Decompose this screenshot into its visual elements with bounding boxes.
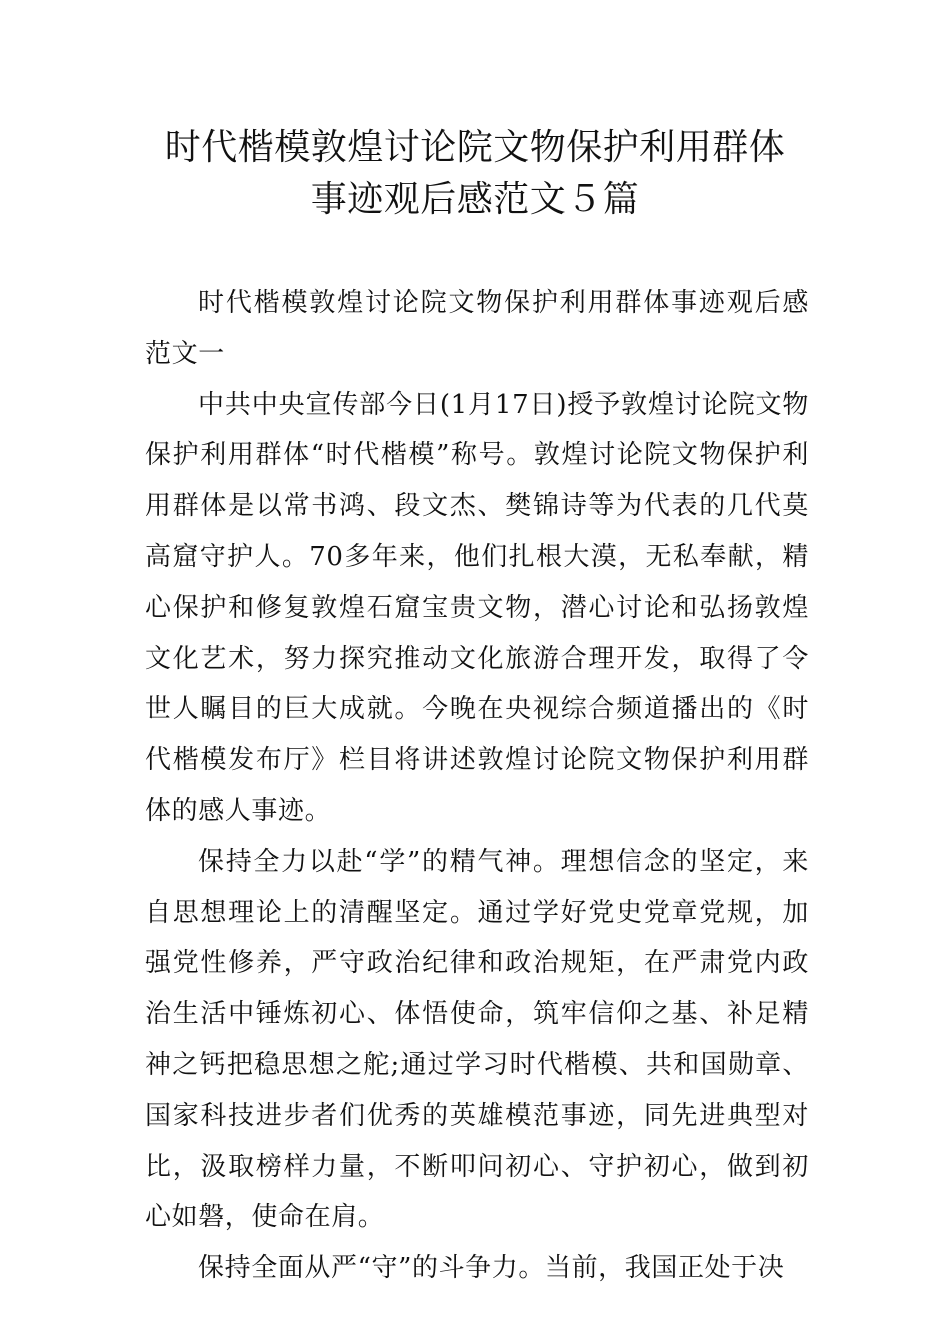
paragraph-intro: 中共中央宣传部今日(1月17日)授予敦煌讨论院文物保护利用群体“时代楷模”称号。敦煌讨论院文物保护利用群体是以常书鸿、段文杰、樊锦诗等为代表的几代莫高窟守护人。70多年来，他们扎根大漠，无私奉献，精心保护和修复敦煌石窟宝贵文物，潜心讨论和弘扬敦煌文化艺术，努力探究推动文化旅游合理开发，取得了令世人瞩目的巨大成就。今晚在央视综合频道播出的《时代楷模发布厅》栏目将讲述敦煌讨论院文物保护利用群体的感人事迹。 xyxy=(145,389,809,826)
document-title xyxy=(100,122,850,226)
title-line-1: 时代楷模敦煌讨论院文物保护利用群体 xyxy=(164,127,786,168)
title-line-2: 事迹观后感范文５篇 xyxy=(310,179,640,220)
paragraph-study: 保持全力以赴“学”的精气神。理想信念的坚定，来自思想理论上的清醒坚定。通过学好党史党章党规，加强党性修养，严守政治纪律和政治规矩，在严肃党内政治生活中锤炼初心、体悟使命，筑牢信仰之基、补足精神之钙把稳思想之舵;通过学习时代楷模、共和国勋章、国家科技进步者们优秀的英雄模范事迹，同先进典型对比，汲取榜样力量，不断叩问初心、守护初心，做到初心如磐，使命在肩。 xyxy=(145,846,809,1233)
paragraph-subtitle: 时代楷模敦煌讨论院文物保护利用群体事迹观后感范文一 xyxy=(145,288,809,369)
document-body xyxy=(145,278,809,1294)
paragraph-guard: 保持全面从严“守”的斗争力。当前，我国正处于决 xyxy=(198,1253,785,1284)
